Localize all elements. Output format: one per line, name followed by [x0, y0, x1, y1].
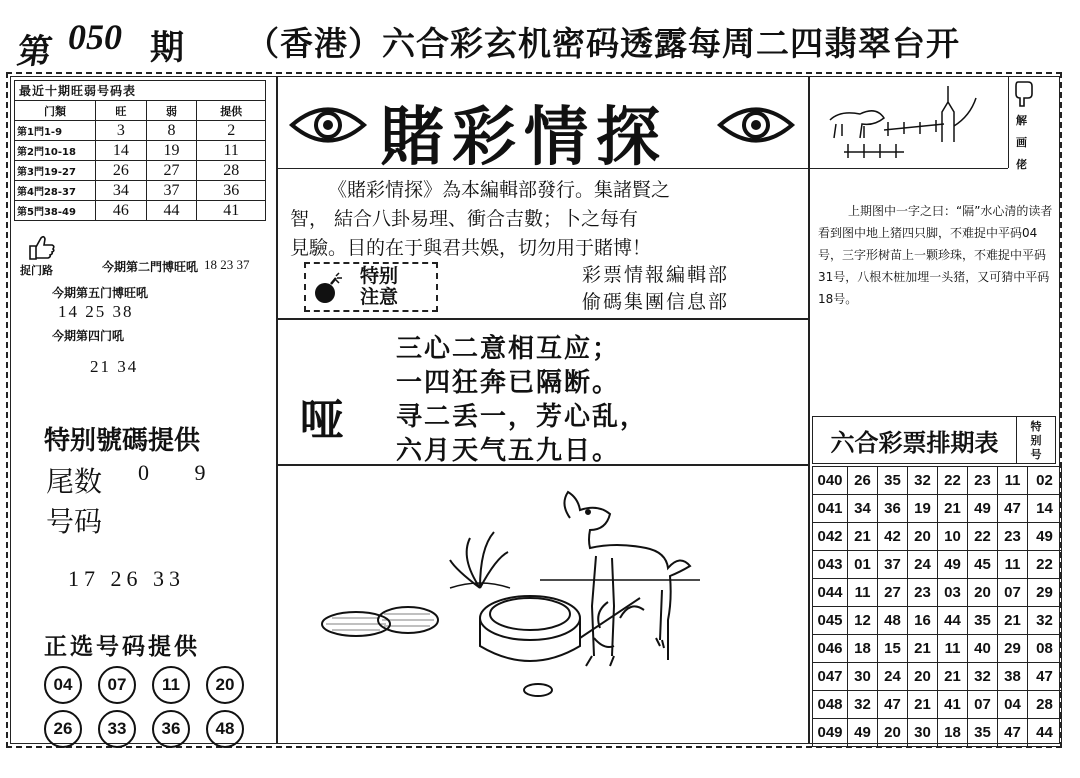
period-cell: 048	[813, 691, 848, 719]
selected-number: 20	[206, 666, 244, 704]
table-row	[813, 579, 1062, 607]
cell: 2	[197, 121, 266, 141]
poem-line: 六月天气五九日。	[396, 436, 621, 466]
table-row	[813, 467, 1062, 495]
riddle-illustration	[310, 478, 710, 708]
number-cell: 36	[878, 495, 908, 523]
schedule-table	[812, 466, 1062, 747]
special-number-cell: 44	[1028, 719, 1062, 747]
number-cell: 11	[998, 467, 1028, 495]
table-row	[15, 181, 266, 201]
number-cell: 19	[908, 495, 938, 523]
special-column-header: 特 别 号	[1016, 416, 1056, 464]
period-cell: 044	[813, 579, 848, 607]
number-cell: 21	[938, 495, 968, 523]
cell: 19	[146, 141, 197, 161]
number-label: 号码	[46, 505, 103, 538]
number-cell: 49	[938, 551, 968, 579]
table-header: 弱	[146, 101, 197, 121]
selected-numbers	[44, 666, 260, 748]
table-row	[813, 523, 1062, 551]
selected-number: 48	[206, 710, 244, 748]
number-cell: 45	[968, 551, 998, 579]
issue-prefix: 第	[14, 32, 55, 72]
cell: 8	[146, 121, 197, 141]
intro-line: 智， 結合八卦易理、衝合吉數；卜之每有	[290, 208, 639, 230]
cell: 27	[146, 161, 197, 181]
number-cell: 35	[968, 607, 998, 635]
number-cell: 11	[848, 579, 878, 607]
notice-box	[304, 262, 438, 312]
cell: 34	[96, 181, 147, 201]
special-number-cell: 08	[1028, 635, 1062, 663]
period-cell: 041	[813, 495, 848, 523]
selected-number: 33	[98, 710, 136, 748]
number-cell: 41	[938, 691, 968, 719]
row-label: 第2門10-18	[15, 141, 96, 161]
number-cell: 18	[938, 719, 968, 747]
number-cell: 11	[998, 551, 1028, 579]
cell: 3	[96, 121, 147, 141]
selected-number: 07	[98, 666, 136, 704]
previous-riddle-picture	[824, 82, 1004, 166]
divider	[276, 318, 810, 320]
number-cell: 10	[938, 523, 968, 551]
number-cell: 21	[998, 607, 1028, 635]
number-cell: 32	[908, 467, 938, 495]
intro-text	[290, 176, 798, 263]
number-cell: 11	[938, 635, 968, 663]
row-label: 第1門1-9	[15, 121, 96, 141]
number-cell: 16	[908, 607, 938, 635]
period-cell: 040	[813, 467, 848, 495]
cell: 11	[197, 141, 266, 161]
special-number-cell: 29	[1028, 579, 1062, 607]
number-cell: 47	[998, 719, 1028, 747]
period-cell: 045	[813, 607, 848, 635]
table-row	[15, 121, 266, 141]
number-cell: 32	[968, 663, 998, 691]
poem-line: 三心二意相互应；	[396, 334, 621, 364]
special-number-cell: 02	[1028, 467, 1062, 495]
number-cell: 44	[938, 607, 968, 635]
pointing-hand-icon	[1014, 80, 1034, 108]
row-label: 第4門28-37	[15, 181, 96, 201]
header	[0, 0, 1080, 72]
special-number-cell: 32	[1028, 607, 1062, 635]
schedule-title: 六合彩票排期表	[812, 416, 1016, 464]
number-cell: 23	[998, 523, 1028, 551]
period-cell: 047	[813, 663, 848, 691]
page-title: （香港）六合彩玄机密码透露每周二四翡翠台开	[246, 24, 960, 63]
logo-title: 賭彩情探	[380, 100, 668, 175]
table-row	[813, 607, 1062, 635]
number-cell: 03	[938, 579, 968, 607]
number-cell: 40	[968, 635, 998, 663]
cell: 44	[146, 201, 197, 221]
period-cell: 043	[813, 551, 848, 579]
cell: 28	[197, 161, 266, 181]
door2-label: 今期第二門博旺吼	[102, 260, 199, 274]
number-cell: 32	[848, 691, 878, 719]
riddle-mark: 哑	[300, 395, 344, 446]
table-row	[813, 719, 1062, 747]
number-cell: 49	[848, 719, 878, 747]
cell: 26	[96, 161, 147, 181]
number-cell: 35	[878, 467, 908, 495]
table-row	[15, 141, 266, 161]
number-cell: 22	[968, 523, 998, 551]
special-number-cell: 47	[1028, 663, 1062, 691]
riddle-poem	[396, 332, 648, 468]
number-cell: 22	[938, 467, 968, 495]
table-row	[15, 201, 266, 221]
hint-body: 上期图中一字之曰：“隔”水心清的读者看到图中地上猪四只脚，不难捉中平码04号，三字形树苗上一颗珍珠，不难捉中平码31号，八根木桩加埋一头猪，又可猜中平码18号。	[818, 204, 1053, 306]
row-label: 第5門38-49	[15, 201, 96, 221]
number-cell: 04	[998, 691, 1028, 719]
tips-icon-label: 捉门路	[20, 264, 53, 277]
number-cell: 30	[908, 719, 938, 747]
number-cell: 20	[968, 579, 998, 607]
number-cell: 07	[998, 579, 1028, 607]
table-header: 旺	[96, 101, 147, 121]
number-cell: 18	[848, 635, 878, 663]
table-row	[813, 663, 1062, 691]
number-cell: 35	[968, 719, 998, 747]
recent-ten-table	[14, 80, 266, 221]
number-cell: 20	[908, 663, 938, 691]
number-cell: 07	[968, 691, 998, 719]
issue-suffix: 期	[150, 28, 184, 68]
eye-icon	[716, 100, 796, 150]
period-cell: 049	[813, 719, 848, 747]
signature	[582, 262, 729, 316]
number-cell: 48	[878, 607, 908, 635]
intro-line: 《賭彩情探》為本編輯部發行。集諸賢之	[328, 179, 671, 201]
door5-label: 今期第五门博旺吼	[52, 286, 149, 300]
divider	[1008, 76, 1009, 168]
bomb-icon	[312, 272, 344, 306]
selected-number: 26	[44, 710, 82, 748]
table-row	[813, 635, 1062, 663]
thumbs-up-icon	[26, 232, 56, 262]
cell: 41	[197, 201, 266, 221]
special-title: 特别號碼提供	[44, 426, 201, 456]
number-cell: 37	[878, 551, 908, 579]
notice-label: 特别 注意	[360, 265, 399, 308]
special-number-cell: 22	[1028, 551, 1062, 579]
poem-line: 一四狂奔已隔断。	[396, 368, 621, 398]
period-cell: 046	[813, 635, 848, 663]
cell: 37	[146, 181, 197, 201]
eye-icon	[288, 100, 368, 150]
special-number-cell: 14	[1028, 495, 1062, 523]
number-cell: 23	[968, 467, 998, 495]
cell: 46	[96, 201, 147, 221]
number-cell: 24	[878, 663, 908, 691]
door2-numbers: 18 23 37	[204, 257, 250, 272]
number-cell: 20	[878, 719, 908, 747]
tail-values: 0 9	[138, 460, 226, 485]
door4-label: 今期第四门吼	[52, 329, 125, 343]
selected-number: 36	[152, 710, 190, 748]
table-row	[813, 551, 1062, 579]
selected-title: 正选号码提供	[44, 634, 200, 660]
selected-number: 11	[152, 666, 190, 704]
selected-number: 04	[44, 666, 82, 704]
number-cell: 30	[848, 663, 878, 691]
cell: 36	[197, 181, 266, 201]
number-cell: 24	[908, 551, 938, 579]
number-cell: 21	[908, 691, 938, 719]
table-header: 门類	[15, 101, 96, 121]
row-label: 第3門19-27	[15, 161, 96, 181]
number-cell: 47	[998, 495, 1028, 523]
table-row	[15, 161, 266, 181]
number-cell: 29	[998, 635, 1028, 663]
number-cell: 21	[938, 663, 968, 691]
table-header: 提供	[197, 101, 266, 121]
special-number-cell: 28	[1028, 691, 1062, 719]
number-cell: 01	[848, 551, 878, 579]
number-cell: 20	[908, 523, 938, 551]
divider	[808, 168, 1008, 169]
door4-numbers: 21 34	[90, 357, 139, 376]
cell: 14	[96, 141, 147, 161]
number-cell: 49	[968, 495, 998, 523]
number-cell: 23	[908, 579, 938, 607]
signature-line: 彩票情報編輯部	[582, 264, 730, 286]
intro-line: 見驗。目的在于與君共娛，切勿用于賭博！	[290, 237, 652, 259]
number-cell: 12	[848, 607, 878, 635]
number-cell: 26	[848, 467, 878, 495]
period-cell: 042	[813, 523, 848, 551]
hint-text	[818, 200, 1054, 310]
number-cell: 38	[998, 663, 1028, 691]
signature-line: 偷碼集團信息部	[582, 291, 730, 313]
tail-label: 尾数	[46, 465, 103, 498]
table-row	[813, 691, 1062, 719]
number-cell: 21	[848, 523, 878, 551]
table-row	[813, 495, 1062, 523]
side-label: 解 画 佬	[1016, 114, 1027, 171]
number-cell: 34	[848, 495, 878, 523]
number-cell: 21	[908, 635, 938, 663]
door5-numbers: 14 25 38	[58, 302, 134, 321]
special-numbers: 17 26 33	[68, 566, 185, 591]
special-number-cell: 49	[1028, 523, 1062, 551]
number-cell: 27	[878, 579, 908, 607]
issue-number: 050	[68, 17, 122, 57]
recent-table-caption: 最近十期旺弱号码表	[15, 81, 266, 101]
number-cell: 47	[878, 691, 908, 719]
number-cell: 15	[878, 635, 908, 663]
poem-line: 寻二丢一，芳心乱，	[396, 402, 649, 432]
number-cell: 42	[878, 523, 908, 551]
